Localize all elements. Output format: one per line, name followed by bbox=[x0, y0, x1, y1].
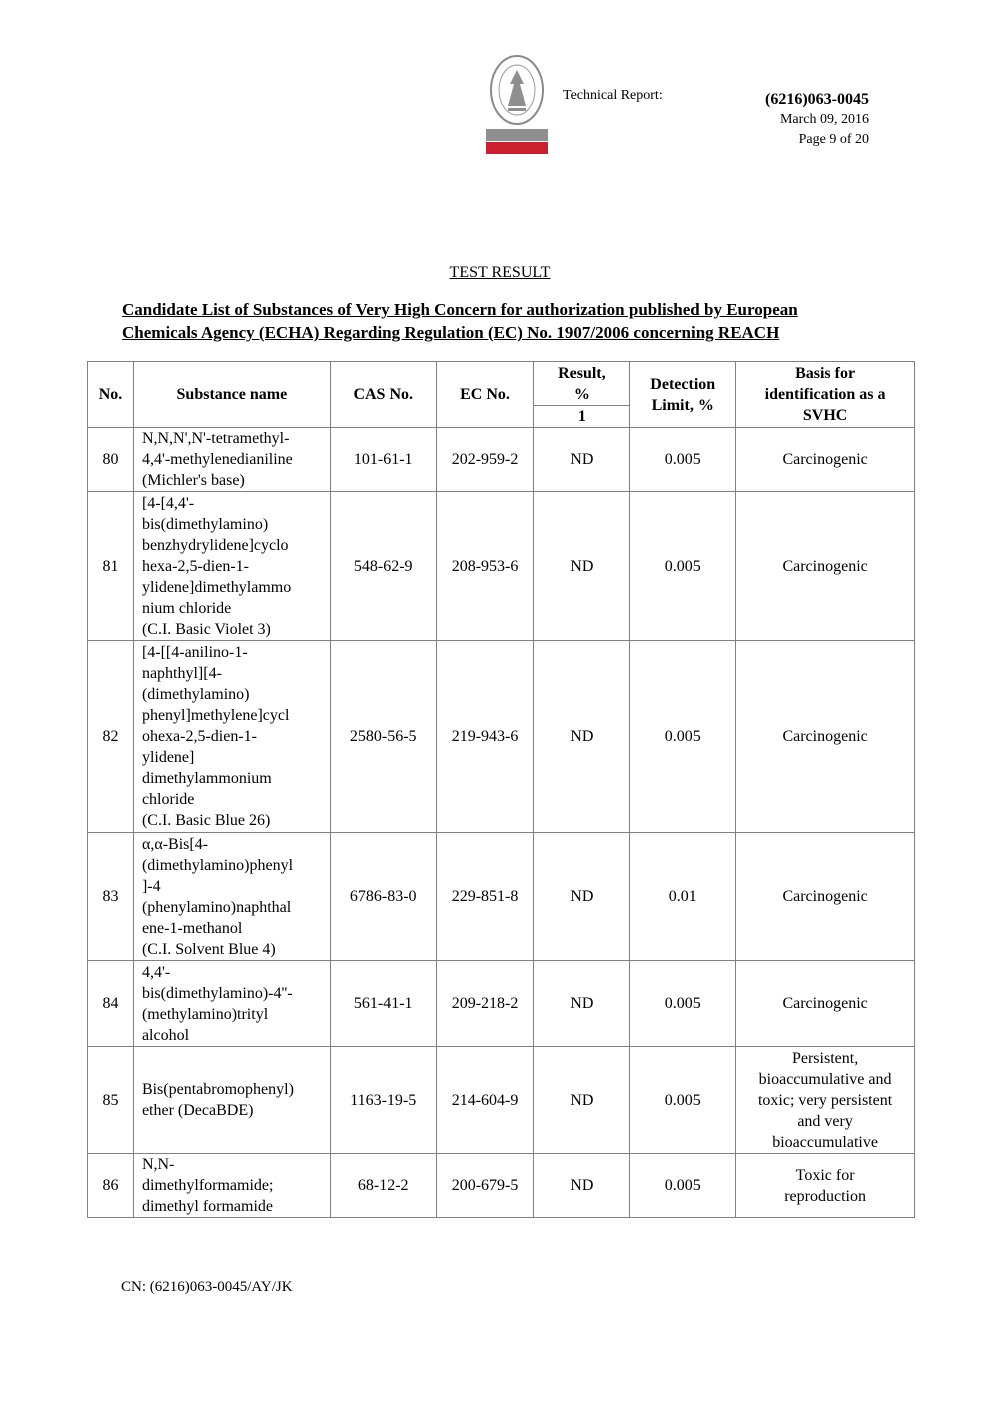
cell-ec: 219-943-6 bbox=[436, 641, 534, 833]
cell-detection-limit: 0.005 bbox=[630, 1154, 736, 1218]
header-ec: EC No. bbox=[436, 362, 534, 428]
header-basis: Basis for identification as a SVHC bbox=[736, 362, 915, 428]
substance-line: naphthyl][4- bbox=[141, 665, 222, 682]
header-substance: Substance name bbox=[133, 362, 330, 428]
substance-line: [4-[4,4'- bbox=[141, 494, 195, 512]
table-row bbox=[88, 492, 915, 641]
substance-line: (C.I. Solvent Blue 4) bbox=[141, 940, 276, 958]
cell-substance bbox=[133, 492, 330, 641]
substance-line: nium chloride bbox=[141, 599, 232, 617]
substance-line: hexa-2,5-dien-1- bbox=[141, 557, 249, 575]
cell-no: 80 bbox=[88, 428, 134, 492]
substance-line: dimethylformamide; bbox=[141, 1177, 274, 1194]
substance-line: Bis(pentabromophenyl) bbox=[141, 1081, 294, 1098]
substance-line: (Michler's base) bbox=[141, 472, 245, 489]
cell-no: 85 bbox=[88, 1047, 134, 1154]
cell-detection-limit: 0.005 bbox=[630, 641, 736, 833]
basis-line: Carcinogenic bbox=[782, 728, 868, 745]
substance-line: 4,4'-methylenedianiline bbox=[141, 451, 293, 468]
basis-line: bioaccumulative and bbox=[758, 1070, 892, 1088]
cell-ec: 208-953-6 bbox=[436, 492, 534, 641]
substance-line: (C.I. Basic Violet 3) bbox=[141, 620, 271, 638]
substance-line: dimethyl formamide bbox=[141, 1198, 274, 1215]
cell-cas: 548-62-9 bbox=[330, 492, 436, 641]
substance-line: N,N,N',N'-tetramethyl- bbox=[141, 430, 290, 447]
table-row bbox=[88, 833, 915, 961]
cell-no: 81 bbox=[88, 492, 134, 641]
substance-line: ylidene] bbox=[141, 749, 195, 766]
substance-line: N,N- bbox=[141, 1156, 175, 1173]
header-result-sample: 1 bbox=[534, 406, 630, 428]
substance-line: (dimethylamino)phenyl bbox=[141, 856, 294, 874]
cell-cas: 6786-83-0 bbox=[330, 833, 436, 961]
cell-cas: 101-61-1 bbox=[330, 428, 436, 492]
substance-line: ohexa-2,5-dien-1- bbox=[141, 728, 257, 745]
substance-line: ether (DecaBDE) bbox=[141, 1102, 254, 1119]
substance-line: benzhydrylidene]cyclo bbox=[141, 536, 289, 554]
cell-result: ND bbox=[534, 1047, 630, 1154]
table-row bbox=[88, 1154, 915, 1218]
report-meta bbox=[765, 90, 869, 150]
cell-no: 86 bbox=[88, 1154, 134, 1218]
substance-line: phenyl]methylene]cycl bbox=[141, 707, 290, 724]
page-title: TEST RESULT bbox=[449, 264, 551, 281]
header-no: No. bbox=[88, 362, 134, 428]
basis-line: Carcinogenic bbox=[782, 888, 868, 905]
cell-ec: 200-679-5 bbox=[436, 1154, 534, 1218]
header-cas: CAS No. bbox=[330, 362, 436, 428]
header-detection-limit: Detection Limit, % bbox=[630, 362, 736, 428]
cell-cas: 561-41-1 bbox=[330, 961, 436, 1047]
cell-no: 82 bbox=[88, 641, 134, 833]
substance-line: (C.I. Basic Blue 26) bbox=[141, 812, 271, 829]
substance-line: 4,4'- bbox=[141, 963, 171, 981]
report-date: March 09, 2016 bbox=[779, 112, 869, 127]
cell-detection-limit: 0.005 bbox=[630, 1047, 736, 1154]
substance-line: (methylamino)trityl bbox=[141, 1005, 269, 1023]
basis-line: reproduction bbox=[784, 1187, 866, 1205]
basis-line: toxic; very persistent bbox=[757, 1091, 893, 1109]
basis-line: Carcinogenic bbox=[782, 451, 868, 468]
substance-line: alcohol bbox=[141, 1026, 190, 1044]
table-row bbox=[88, 1047, 915, 1154]
table-row bbox=[88, 961, 915, 1047]
bureau-veritas-logo bbox=[474, 54, 560, 156]
cell-basis bbox=[736, 961, 915, 1047]
substance-line: bis(dimethylamino)-4''- bbox=[141, 984, 293, 1002]
cell-result: ND bbox=[534, 428, 630, 492]
table-caption bbox=[122, 298, 882, 344]
cell-no: 84 bbox=[88, 961, 134, 1047]
cell-cas: 68-12-2 bbox=[330, 1154, 436, 1218]
basis-line: and very bbox=[797, 1112, 853, 1130]
cell-result: ND bbox=[534, 1154, 630, 1218]
substance-line: ylidene]dimethylammo bbox=[141, 578, 292, 596]
substance-line: ]-4 bbox=[141, 877, 161, 895]
cell-detection-limit: 0.005 bbox=[630, 961, 736, 1047]
cell-detection-limit: 0.01 bbox=[630, 833, 736, 961]
substance-line: chloride bbox=[141, 791, 195, 808]
basis-line: Toxic for bbox=[795, 1166, 855, 1184]
caption-line: Candidate List of Substances of Very High Concern for authorization published by European bbox=[122, 300, 798, 319]
substance-line: α,α-Bis[4- bbox=[141, 835, 209, 853]
cell-result: ND bbox=[534, 833, 630, 961]
cell-cas: 2580-56-5 bbox=[330, 641, 436, 833]
cell-ec: 229-851-8 bbox=[436, 833, 534, 961]
cell-substance bbox=[133, 1047, 330, 1154]
report-label: Technical Report: bbox=[563, 88, 663, 103]
cell-basis bbox=[736, 833, 915, 961]
substance-line: (dimethylamino) bbox=[141, 686, 250, 703]
cell-detection-limit: 0.005 bbox=[630, 428, 736, 492]
substance-line: [4-[[4-anilino-1- bbox=[141, 644, 248, 661]
cell-basis bbox=[736, 492, 915, 641]
cell-result: ND bbox=[534, 641, 630, 833]
table-row bbox=[88, 428, 915, 492]
cell-ec: 209-218-2 bbox=[436, 961, 534, 1047]
cell-substance bbox=[133, 641, 330, 833]
cell-substance bbox=[133, 833, 330, 961]
page-number: Page 9 of 20 bbox=[798, 132, 869, 147]
basis-line: bioaccumulative bbox=[772, 1133, 878, 1151]
cell-basis bbox=[736, 641, 915, 833]
cell-no: 83 bbox=[88, 833, 134, 961]
substance-line: ene-1-methanol bbox=[141, 919, 243, 937]
report-number: (6216)063-0045 bbox=[765, 91, 869, 108]
footer-cn: CN: (6216)063-0045/AY/JK bbox=[121, 1279, 293, 1295]
cell-basis bbox=[736, 428, 915, 492]
basis-line: Carcinogenic bbox=[782, 995, 868, 1012]
substance-line: bis(dimethylamino) bbox=[141, 515, 269, 533]
cell-substance bbox=[133, 1154, 330, 1218]
table-row bbox=[88, 641, 915, 833]
cell-result: ND bbox=[534, 961, 630, 1047]
cell-ec: 202-959-2 bbox=[436, 428, 534, 492]
caption-line: Chemicals Agency (ECHA) Regarding Regulation (EC) No. 1907/2006 concerning REACH bbox=[122, 323, 780, 342]
cell-cas: 1163-19-5 bbox=[330, 1047, 436, 1154]
header-result: Result, % bbox=[534, 362, 630, 406]
basis-line: Carcinogenic bbox=[782, 557, 868, 575]
substance-line: dimethylammonium bbox=[141, 770, 272, 787]
cell-basis bbox=[736, 1154, 915, 1218]
cell-substance bbox=[133, 428, 330, 492]
svhc-results-table bbox=[87, 361, 915, 1218]
cell-substance bbox=[133, 961, 330, 1047]
cell-ec: 214-604-9 bbox=[436, 1047, 534, 1154]
basis-line: Persistent, bbox=[791, 1049, 859, 1067]
cell-basis bbox=[736, 1047, 915, 1154]
cell-result: ND bbox=[534, 492, 630, 641]
substance-line: (phenylamino)naphthal bbox=[141, 898, 292, 916]
cell-detection-limit: 0.005 bbox=[630, 492, 736, 641]
